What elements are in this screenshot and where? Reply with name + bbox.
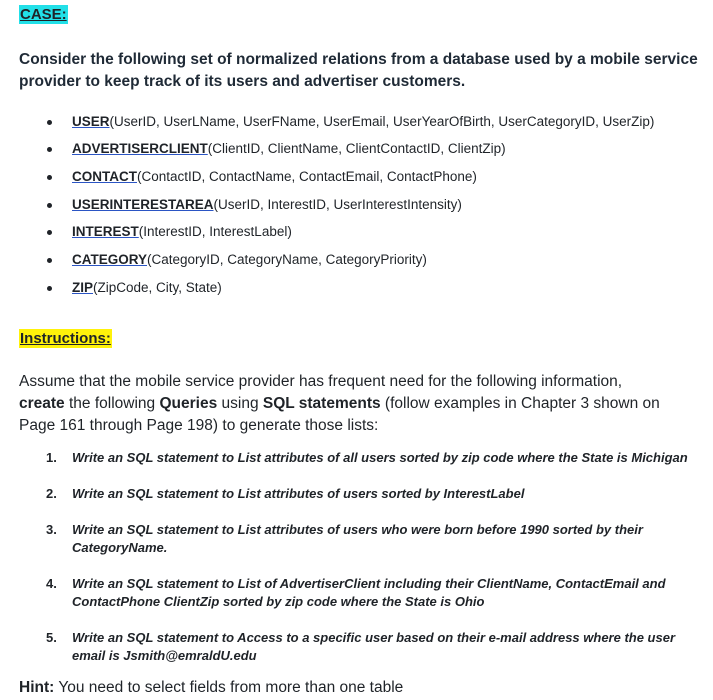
relation-attributes: (ZipCode, City, State) bbox=[93, 280, 222, 295]
case-intro: Consider the following set of normalized relations from a database used by a mobile service provider to keep track of its users and advertiser customers. bbox=[19, 51, 698, 90]
bullet-icon bbox=[47, 258, 52, 263]
bullet-icon bbox=[47, 203, 52, 208]
question-number: 4. bbox=[46, 576, 57, 591]
paragraph-bold: Queries bbox=[159, 395, 218, 412]
bullet-icon bbox=[47, 230, 52, 235]
paragraph-bold: create bbox=[19, 395, 65, 412]
relation-name: ADVERTISERCLIENT bbox=[72, 141, 208, 156]
hint-label: Hint: bbox=[19, 679, 55, 696]
question-text: Write an SQL statement to List of AdvertiserClient including their ClientName, ContactEmail and ContactPhone ClientZip sorted by zip code where the State is Ohio bbox=[72, 576, 666, 609]
question-number: 2. bbox=[46, 486, 57, 501]
question-number: 1. bbox=[46, 450, 57, 465]
paragraph-text: (follow examples in Chapter 3 shown on Page 161 through Page 198) to generate those lists: bbox=[19, 395, 660, 434]
question-text: Write an SQL statement to List attributes of all users sorted by zip code where the State is Michigan bbox=[72, 450, 688, 465]
paragraph-text: using bbox=[217, 395, 263, 412]
relation-name: CONTACT bbox=[72, 169, 137, 184]
relation-name: USER bbox=[72, 114, 110, 129]
question-text: Write an SQL statement to Access to a specific user based on their e-mail address where the user email is Jsmith@emraldU.edu bbox=[72, 630, 676, 663]
relation-name: USERINTERESTAREA bbox=[72, 197, 214, 212]
relation-attributes: (InterestID, InterestLabel) bbox=[138, 224, 292, 239]
bullet-icon bbox=[47, 120, 52, 125]
relation-attributes: (UserID, UserLName, UserFName, UserEmail, UserYearOfBirth, UserCategoryID, UserZip) bbox=[109, 114, 655, 129]
paragraph-bold: SQL statements bbox=[262, 395, 381, 412]
bullet-icon bbox=[47, 286, 52, 291]
question-text: Write an SQL statement to List attributes of users who were born before 1990 sorted by their CategoryName. bbox=[72, 522, 643, 555]
relation-attributes: (CategoryID, CategoryName, CategoryPriority) bbox=[147, 252, 427, 267]
relation-attributes: (ClientID, ClientName, ClientContactID, ClientZip) bbox=[207, 141, 506, 156]
paragraph-text: Assume that the mobile service provider has frequent need for the following information, bbox=[19, 373, 623, 390]
hint-text: You need to select fields from more than one table bbox=[54, 679, 404, 696]
instructions-heading: Instructions: bbox=[20, 330, 111, 347]
relation-name: CATEGORY bbox=[72, 252, 148, 267]
bullet-icon bbox=[47, 147, 52, 152]
paragraph-text: the following bbox=[64, 395, 160, 412]
instructions-paragraph bbox=[19, 371, 699, 437]
hint-line bbox=[19, 678, 403, 698]
relation-name: INTEREST bbox=[72, 224, 139, 239]
relation-attributes: (ContactID, ContactName, ContactEmail, ContactPhone) bbox=[137, 169, 477, 184]
question-number: 3. bbox=[46, 522, 57, 537]
relation-attributes: (UserID, InterestID, UserInterestIntensity) bbox=[213, 197, 462, 212]
question-number: 5. bbox=[46, 630, 57, 645]
question-text: Write an SQL statement to List attributes of users sorted by InterestLabel bbox=[72, 486, 525, 501]
relation-name: ZIP bbox=[72, 280, 94, 295]
case-heading: CASE: bbox=[20, 6, 67, 23]
bullet-icon bbox=[47, 175, 52, 180]
